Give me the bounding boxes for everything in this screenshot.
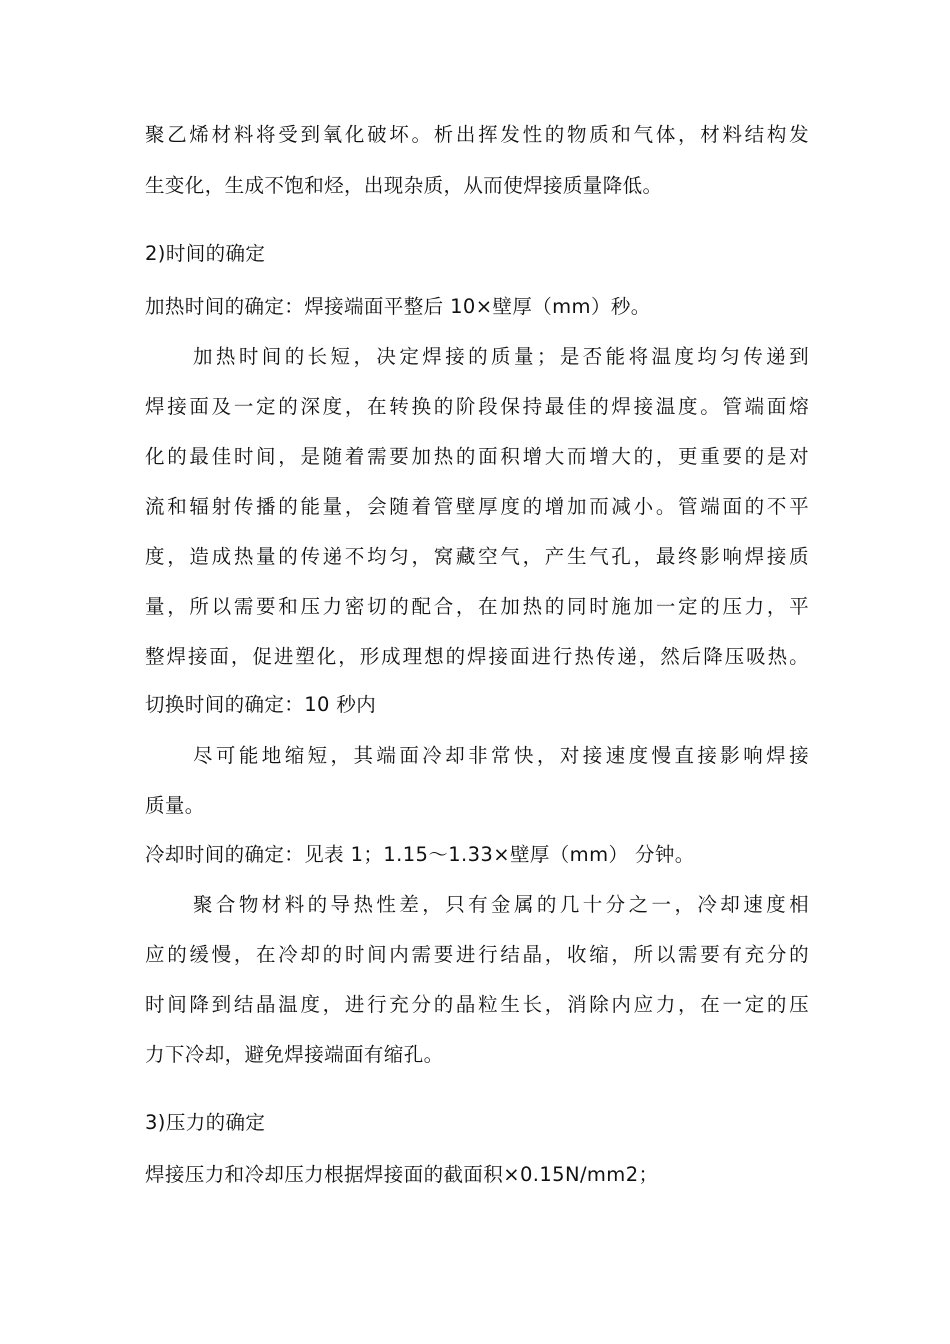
body-line: 聚乙烯材料将受到氧化破坏。析出挥发性的物质和气体，材料结构发 — [145, 123, 809, 146]
body-line: 流和辐射传播的能量，会随着管壁厚度的增加而减小。管端面的不平 — [145, 495, 809, 518]
body-line: 聚合物材料的导热性差，只有金属的几十分之一，冷却速度相 — [193, 893, 809, 916]
body-line: 焊接面及一定的深度，在转换的阶段保持最佳的焊接温度。管端面熔 — [145, 395, 809, 418]
body-line: 度，造成热量的传递不均匀，窝藏空气，产生气孔，最终影响焊接质 — [145, 545, 809, 568]
parameter-line: 切换时间的确定：10 秒内 — [145, 693, 377, 716]
parameter-line: 焊接压力和冷却压力根据焊接面的截面积×0.15N/mm2； — [145, 1163, 659, 1186]
body-line: 尽可能地缩短，其端面冷却非常快，对接速度慢直接影响焊接 — [193, 744, 809, 767]
section-heading: 3)压力的确定 — [145, 1111, 266, 1134]
body-line: 力下冷却，避免焊接端面有缩孔。 — [145, 1043, 444, 1066]
body-line: 量，所以需要和压力密切的配合，在加热的同时施加一定的压力，平 — [145, 595, 809, 618]
parameter-line: 加热时间的确定：焊接端面平整后 10×壁厚（mm）秒。 — [145, 295, 651, 318]
section-heading: 2)时间的确定 — [145, 242, 266, 265]
body-line: 质量。 — [145, 794, 205, 817]
body-line: 时间降到结晶温度，进行充分的晶粒生长，消除内应力，在一定的压 — [145, 993, 809, 1016]
body-line: 化的最佳时间，是随着需要加热的面积增大而增大的，更重要的是对 — [145, 445, 809, 468]
body-line: 生变化，生成不饱和烃，出现杂质，从而使焊接质量降低。 — [145, 174, 663, 197]
body-line: 应的缓慢，在冷却的时间内需要进行结晶，收缩，所以需要有充分的 — [145, 943, 809, 966]
body-line: 整焊接面，促进塑化，形成理想的焊接面进行热传递，然后降压吸热。 — [145, 645, 809, 668]
parameter-line: 冷却时间的确定：见表 1；1.15～1.33×壁厚（mm） 分钟。 — [145, 843, 695, 866]
body-line: 加热时间的长短，决定焊接的质量；是否能将温度均匀传递到 — [193, 345, 809, 368]
